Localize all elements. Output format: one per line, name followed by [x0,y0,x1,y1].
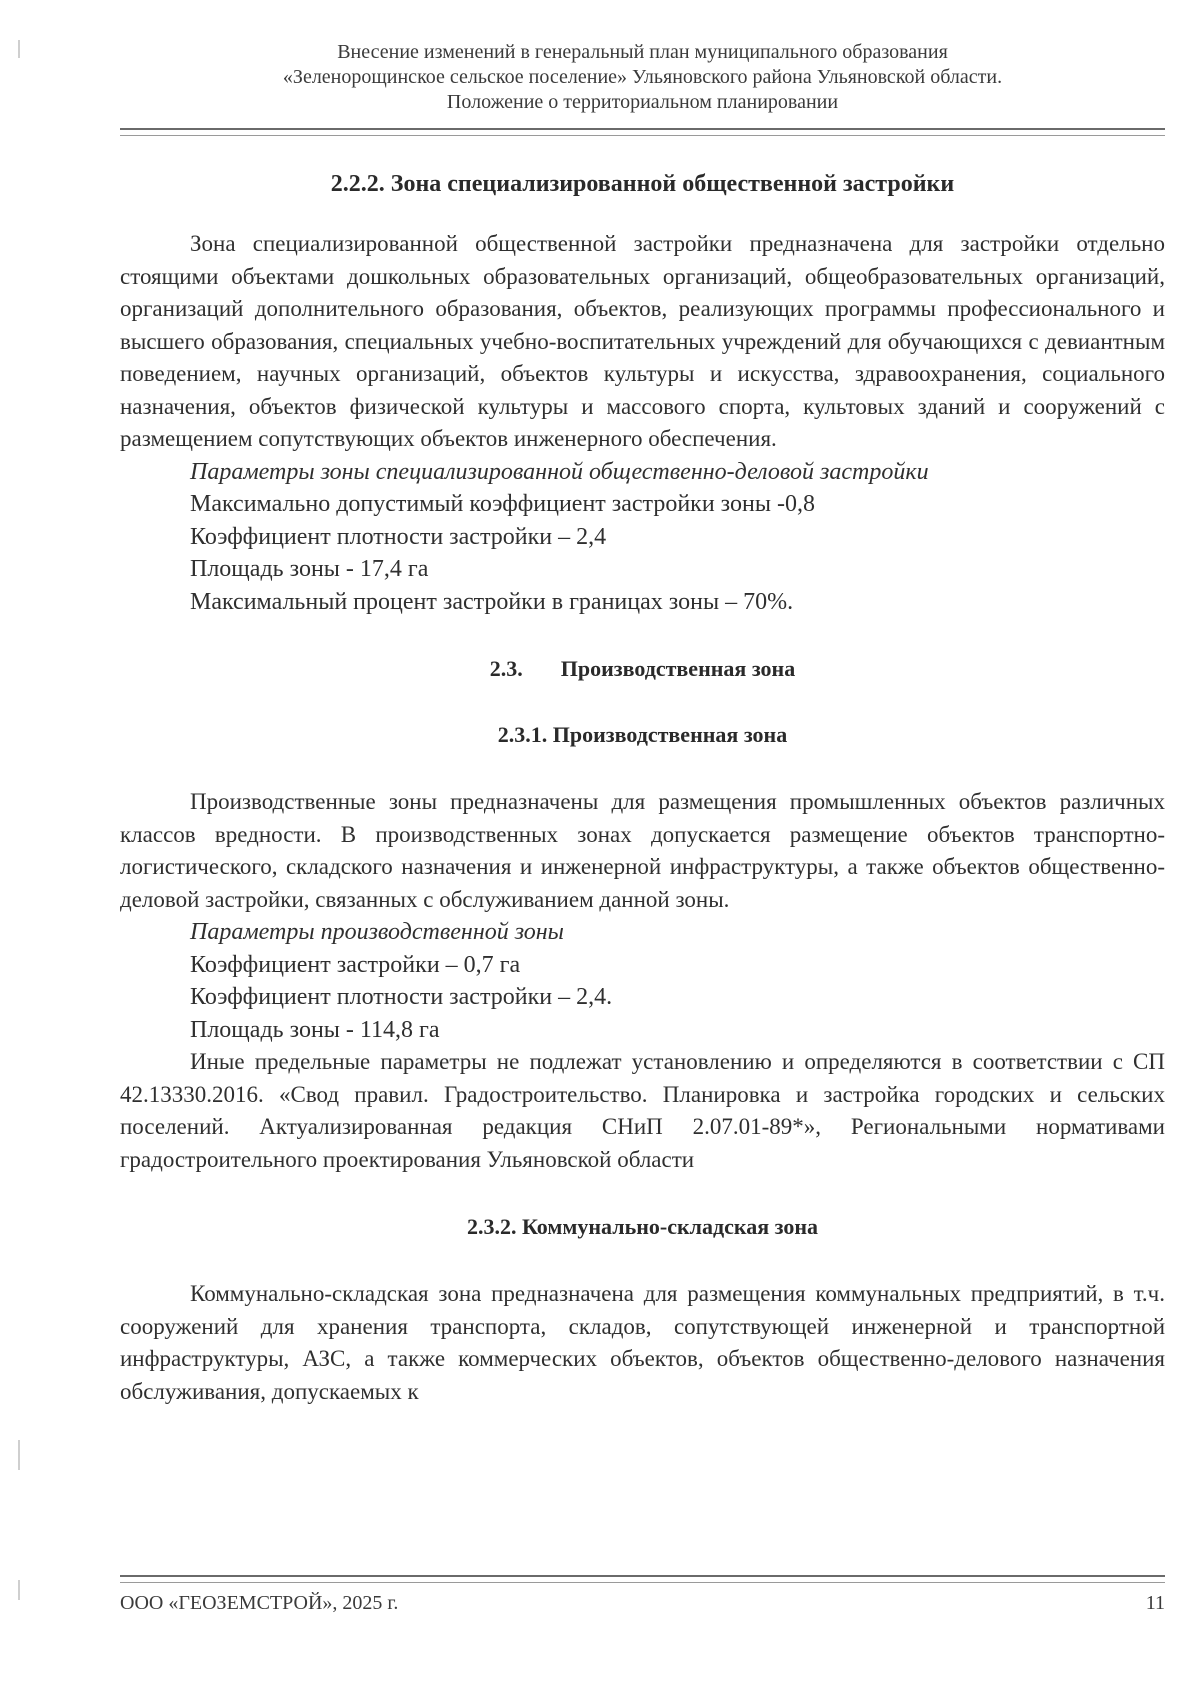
scan-margin-mark [18,1440,20,1470]
scan-margin-mark [18,40,20,58]
section-heading-2-3-2: 2.3.2. Коммунально-складская зона [466,1214,819,1239]
param-line: Площадь зоны - 114,8 га [190,1016,440,1043]
section-2-3-2-paragraph: Коммунально-складская зона предназначена для размещения коммунальных предприятий, в т.ч. сооружений для хранения транспорта, складов, сопутствующей инженерной и транспортной инфраструктуры, АЗС, а также коммерческих объектов, объектов общественно-делового назначения обслуживания, допускаемых к [120,1281,1165,1404]
header-rule [120,128,1165,136]
param-line: Максимальный процент застройки в границах зоны – 70%. [190,588,794,615]
param-line: Максимально допустимый коэффициент застройки зоны -0,8 [190,491,815,517]
params-title: Параметры зоны специализированной общественно-деловой застройки [190,458,929,485]
header-line: Положение о территориальном планировании [446,91,839,113]
params-title: Параметры производственной зоны [190,919,564,945]
section-2-2-2-paragraph: Зона специализированной общественной застройки предназначена для застройки отдельно стоящими объектами дошкольных образовательных организаций, общеобразовательных организаций, организаций дополнительного образования, объектов, реализующих программы профессионального и высшего образования, специальных учебно-воспитательных учреждений для обучающихся с девиантным поведением, научных организаций, объектов культуры и искусства, здравоохранения, социального назначения, объектов физической культуры и массового спорта, культовых зданий и сооружений с размещением сопутствующих объектов инженерного обеспечения. [120,231,1165,451]
footer-rule [120,1575,1165,1583]
section-2-3-1-paragraph: Производственные зоны предназначены для размещения промышленных объектов различных классов вредности. В производственных зонах допускается размещение объектов транспортно-логистического, складского назначения и инженерной инфраструктуры, а также объектов общественно-деловой застройки, связанных с обслуживанием данной зоны. [120,789,1165,912]
header-line: Внесение изменений в генеральный план муниципального образования [337,41,948,63]
section-number: 2.3. [489,656,523,681]
running-header [120,40,1165,115]
section-heading-2-3-1: 2.3.1. Производственная зона [497,722,788,747]
param-line: Коэффициент застройки – 0,7 га [190,951,521,978]
section-heading-2-2-2: 2.2.2. Зона специализированной общественной застройки [330,171,955,197]
header-line: «Зеленорощинское сельское поселение» Ульяновского района Ульяновской области. [282,66,1003,88]
scan-margin-mark [18,1580,20,1600]
section-title: Производственная зона [560,656,796,681]
section-heading-2-3 [120,654,1165,684]
page-number: 11 [1145,1592,1165,1614]
param-line: Площадь зоны - 17,4 га [190,556,429,582]
document-body [120,168,1165,1408]
param-line: Коэффициент плотности застройки – 2,4 [190,523,607,550]
regulation-note: Иные предельные параметры не подлежат установлению и определяются в соответствии с СП 42.13330.2016. «Свод правил. Градостроительство. Планировка и застройка городских и сельских поселений. Актуализированная редакция СНиП 2.07.01-89*», Региональными нормативами градостроительного проектирования Ульяновской области [120,1049,1165,1172]
param-line: Коэффициент плотности застройки – 2,4. [190,984,613,1010]
footer-organization: ООО «ГЕОЗЕМСТРОЙ», 2025 г. [120,1592,399,1614]
